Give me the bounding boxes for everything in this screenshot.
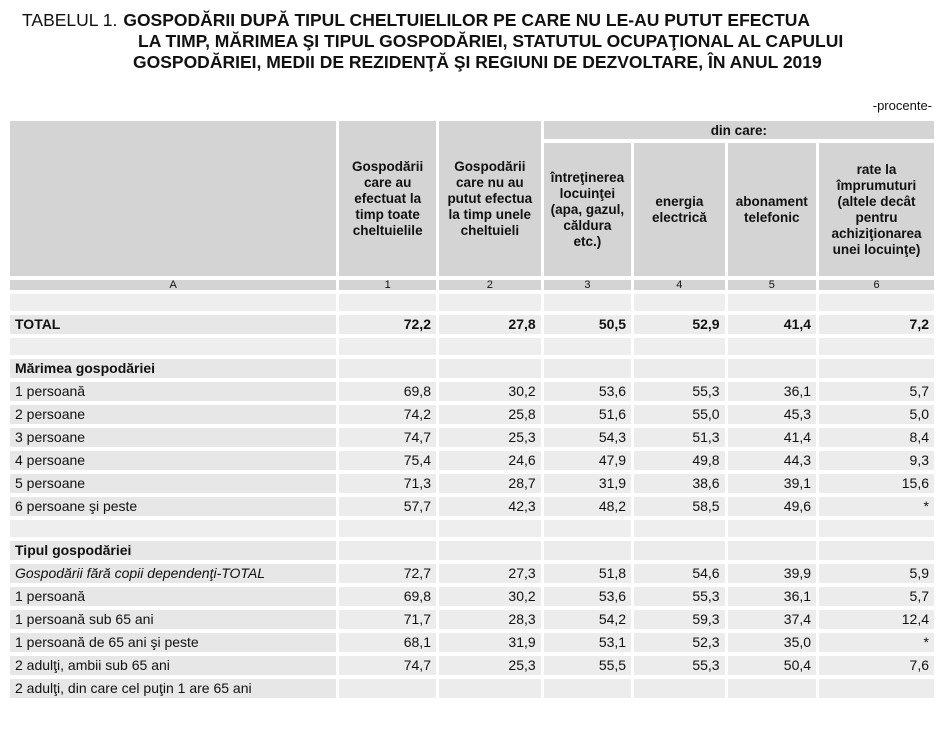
cell-value: 31,9	[544, 474, 631, 493]
cell-value: 51,3	[634, 428, 724, 447]
cell-value: 54,2	[544, 610, 631, 629]
table-row	[10, 633, 934, 652]
header-label-column	[10, 121, 336, 276]
cell-value: 44,3	[728, 451, 816, 470]
table-row	[10, 679, 934, 698]
cell-value: 53,1	[544, 633, 631, 652]
cell-value: 71,3	[339, 474, 436, 493]
cell-value: 55,5	[544, 656, 631, 675]
table-row	[10, 382, 934, 401]
cell-value: 41,4	[728, 315, 816, 334]
cell-value: 24,6	[439, 451, 541, 470]
cell-value: 50,5	[544, 315, 631, 334]
table-row	[10, 564, 934, 583]
table-title	[22, 10, 922, 73]
cell-value: 30,2	[439, 382, 541, 401]
cell-value: 51,6	[544, 405, 631, 424]
table-row-total	[10, 315, 934, 334]
cell-value: 74,2	[339, 405, 436, 424]
colnum-3: 3	[544, 280, 631, 290]
cell-value: 5,0	[819, 405, 934, 424]
cell-value: 28,7	[439, 474, 541, 493]
cell-value: 39,1	[728, 474, 816, 493]
section-row	[10, 541, 934, 560]
header-col-4: energia electrică	[634, 143, 724, 276]
cell-value: 28,3	[439, 610, 541, 629]
cell-value: *	[819, 497, 934, 516]
header-col-2: Gospodării care nu au putut efectua la timp unele cheltuieli	[439, 121, 541, 276]
cell-value: 45,3	[728, 405, 816, 424]
cell-value: 5,7	[819, 382, 934, 401]
header-col-6: rate la împrumuturi (altele decât pentru achiziţionarea unei locuinţe)	[819, 143, 934, 276]
cell-value: 25,3	[439, 656, 541, 675]
table-row	[10, 405, 934, 424]
cell-value: 49,8	[634, 451, 724, 470]
cell-value: 58,5	[634, 497, 724, 516]
cell-value: 37,4	[728, 610, 816, 629]
table-number: TABELUL 1.	[22, 10, 118, 30]
cell-value: 53,6	[544, 382, 631, 401]
blank-row	[10, 338, 934, 355]
cell-value: 69,8	[339, 382, 436, 401]
cell-value: 71,7	[339, 610, 436, 629]
cell-value: 74,7	[339, 428, 436, 447]
colnum-6: 6	[819, 280, 934, 290]
blank-row	[10, 294, 934, 311]
cell-value: 49,6	[728, 497, 816, 516]
row-label: TOTAL	[10, 315, 336, 334]
cell-value: 48,2	[544, 497, 631, 516]
cell-value: 74,7	[339, 656, 436, 675]
table-row	[10, 587, 934, 606]
cell-value: 52,9	[634, 315, 724, 334]
cell-value: 57,7	[339, 497, 436, 516]
cell-value: 38,6	[634, 474, 724, 493]
row-label: 1 persoană de 65 ani şi peste	[10, 633, 336, 652]
title-line-2: LA TIMP, MĂRIMEA ŞI TIPUL GOSPODĂRIEI, STATUTUL OCUPAŢIONAL AL CAPULUI	[138, 31, 844, 51]
table-row	[10, 656, 934, 675]
cell-value: 36,1	[728, 587, 816, 606]
cell-value: 35,0	[728, 633, 816, 652]
cell-value: 47,9	[544, 451, 631, 470]
cell-value: 27,3	[439, 564, 541, 583]
cell-value: 12,4	[819, 610, 934, 629]
cell-value: 36,1	[728, 382, 816, 401]
title-line-1: GOSPODĂRII DUPĂ TIPUL CHELTUIELILOR PE CARE NU LE-AU PUTUT EFECTUA	[123, 10, 811, 30]
cell-value: 25,3	[439, 428, 541, 447]
cell-value: 68,1	[339, 633, 436, 652]
row-label: 2 persoane	[10, 405, 336, 424]
header-col-3: întreţinerea locuinţei (apa, gazul, căldura etc.)	[544, 143, 631, 276]
cell-value: 53,6	[544, 587, 631, 606]
cell-value: 39,9	[728, 564, 816, 583]
cell-value: 54,6	[634, 564, 724, 583]
unit-label: -procente-	[872, 98, 932, 113]
cell-value: 5,7	[819, 587, 934, 606]
cell-value: 52,3	[634, 633, 724, 652]
table-row	[10, 610, 934, 629]
table-row	[10, 451, 934, 470]
row-label: 2 adulţi, ambii sub 65 ani	[10, 656, 336, 675]
cell-value: 55,3	[634, 656, 724, 675]
section-label: Mărimea gospodăriei	[10, 359, 336, 378]
cell-value: 59,3	[634, 610, 724, 629]
cell-value: *	[819, 633, 934, 652]
cell-value: 75,4	[339, 451, 436, 470]
cell-value: 72,2	[339, 315, 436, 334]
row-label: 1 persoană sub 65 ani	[10, 610, 336, 629]
cell-value: 27,8	[439, 315, 541, 334]
table-row	[10, 497, 934, 516]
title-line-3: GOSPODĂRIEI, MEDII DE REZIDENŢĂ ŞI REGIUNI DE DEZVOLTARE, ÎN ANUL 2019	[133, 52, 822, 72]
cell-value: 9,3	[819, 451, 934, 470]
cell-value: 7,6	[819, 656, 934, 675]
cell-value: 31,9	[439, 633, 541, 652]
colnum-a: A	[10, 280, 336, 290]
cell-value: 42,3	[439, 497, 541, 516]
row-label: 3 persoane	[10, 428, 336, 447]
cell-value: 7,2	[819, 315, 934, 334]
cell-value: 72,7	[339, 564, 436, 583]
cell-value: 55,3	[634, 587, 724, 606]
column-number-row	[10, 280, 934, 290]
cell-value: 5,9	[819, 564, 934, 583]
cell-value: 25,8	[439, 405, 541, 424]
table-row	[10, 474, 934, 493]
row-label: 4 persoane	[10, 451, 336, 470]
row-label: 6 persoane şi peste	[10, 497, 336, 516]
cell-value: 41,4	[728, 428, 816, 447]
cell-value: 55,0	[634, 405, 724, 424]
header-col-5: abonament telefonic	[728, 143, 816, 276]
cell-value: 51,8	[544, 564, 631, 583]
row-label: 1 persoană	[10, 382, 336, 401]
cell-value: 54,3	[544, 428, 631, 447]
colnum-1: 1	[339, 280, 436, 290]
section-label: Tipul gospodăriei	[10, 541, 336, 560]
row-label: 5 persoane	[10, 474, 336, 493]
colnum-2: 2	[439, 280, 541, 290]
row-label: 1 persoană	[10, 587, 336, 606]
header-group: din care:	[544, 121, 934, 139]
cell-value: 8,4	[819, 428, 934, 447]
section-row	[10, 359, 934, 378]
table-row	[10, 428, 934, 447]
colnum-5: 5	[728, 280, 816, 290]
blank-row	[10, 520, 934, 537]
cell-value: 15,6	[819, 474, 934, 493]
cell-value: 30,2	[439, 587, 541, 606]
cell-value: 69,8	[339, 587, 436, 606]
row-label: 2 adulţi, din care cel puţin 1 are 65 ani	[10, 679, 336, 698]
data-table	[7, 117, 937, 702]
colnum-4: 4	[634, 280, 724, 290]
cell-value: 55,3	[634, 382, 724, 401]
header-col-1: Gospodării care au efectuat la timp toate cheltuielile	[339, 121, 436, 276]
row-label: Gospodării fără copii dependenţi-TOTAL	[10, 564, 336, 583]
cell-value: 50,4	[728, 656, 816, 675]
